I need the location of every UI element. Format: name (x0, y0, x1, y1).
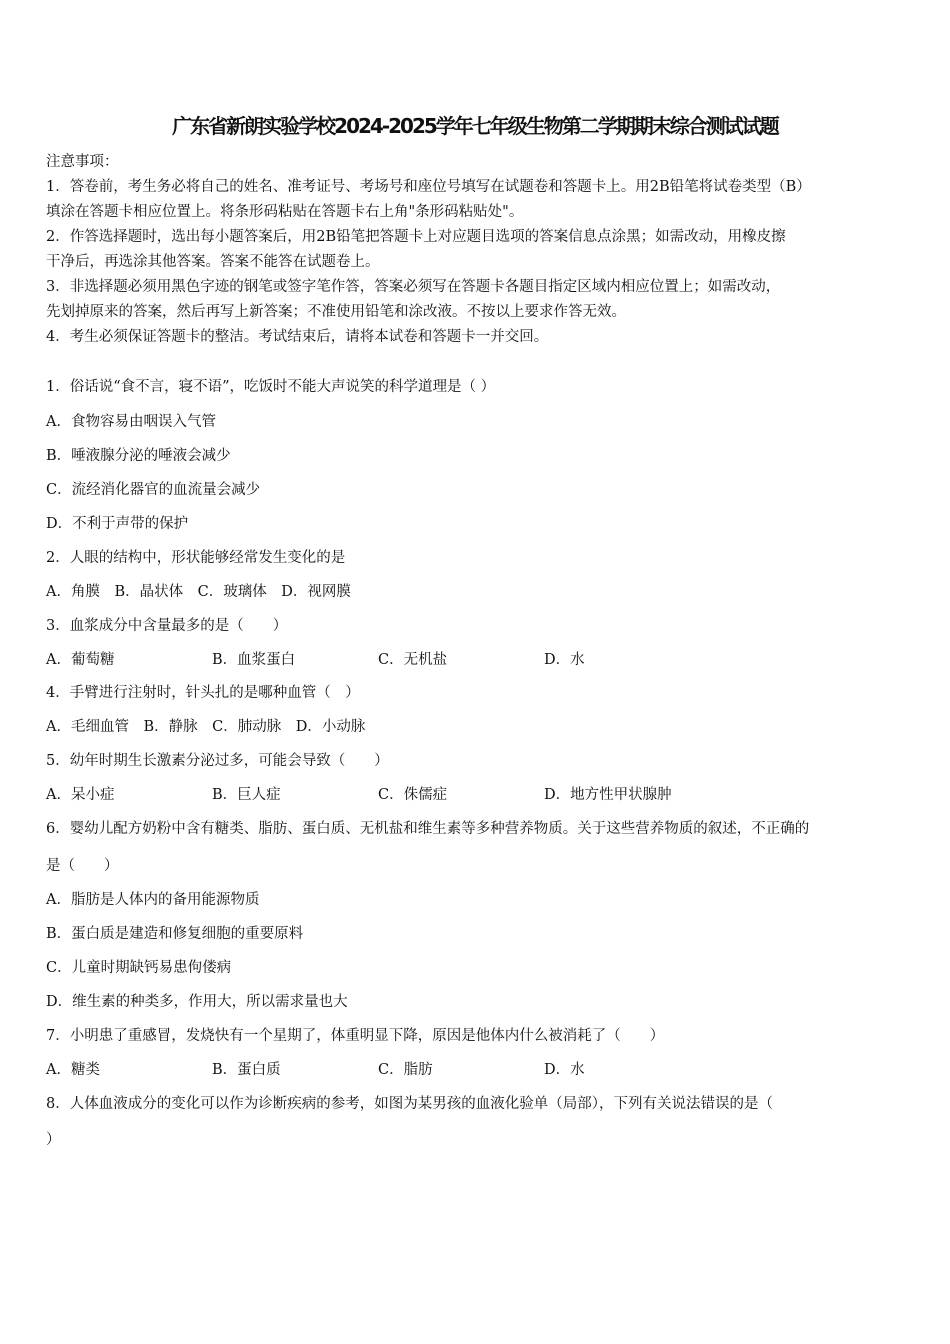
question-3-option-b: B．血浆蛋白 (212, 652, 296, 668)
question-4-options: A．毛细血管 B．静脉 C．肺动脉 D．小动脉 (46, 719, 366, 735)
question-1-option-b: B．唾液腺分泌的唾液会减少 (46, 448, 231, 464)
question-7-option-b: B．蛋白质 (212, 1062, 281, 1078)
question-3-option-c: C．无机盐 (378, 652, 448, 668)
notice-line: 1．答卷前，考生务必将自己的姓名、准考证号、考场号和座位号填写在试题卷和答题卡上。用2B铅笔将试卷类型（B） (46, 179, 811, 195)
question-1-option-d: D．不利于声带的保护 (46, 516, 189, 532)
question-3-option-d: D．水 (544, 652, 585, 668)
question-7-stem: 7．小明患了重感冒，发烧快有一个星期了，体重明显下降，原因是他体内什么被消耗了（ ） (46, 1028, 665, 1044)
notice-line: 填涂在答题卡相应位置上。将条形码粘贴在答题卡右上角"条形码粘贴处"。 (46, 204, 524, 220)
question-5-stem: 5．幼年时期生长激素分泌过多，可能会导致（ ） (46, 753, 389, 769)
notice-line: 3．非选择题必须用黑色字迹的钢笔或签字笔作答，答案必须写在答题卡各题目指定区域内相应位置上；如需改动， (46, 279, 781, 295)
question-2-stem: 2．人眼的结构中，形状能够经常发生变化的是 (46, 550, 346, 566)
page-title: 广东省新朗实验学校2024-2025学年七年级生物第二学期期末综合测试试题 (172, 114, 778, 138)
question-3-stem: 3．血浆成分中含量最多的是（ ） (46, 618, 288, 634)
notice-line: 干净后，再选涂其他答案。答案不能答在试题卷上。 (46, 254, 380, 270)
question-6-option-a: A．脂肪是人体内的备用能源物质 (46, 892, 260, 908)
notice-heading: 注意事项： (46, 154, 119, 170)
question-7-options (46, 1058, 908, 1079)
question-5-option-d: D．地方性甲状腺肿 (544, 787, 672, 803)
question-7-option-a: A．糖类 (46, 1062, 100, 1078)
question-5-options (46, 783, 908, 804)
question-1-option-c: C．流经消化器官的血流量会减少 (46, 482, 261, 498)
question-1-option-a: A．食物容易由咽误入气管 (46, 414, 216, 430)
question-3-options (46, 648, 908, 669)
notice-line: 先划掉原来的答案，然后再写上新答案；不准使用铅笔和涂改液。不按以上要求作答无效。 (46, 304, 626, 320)
question-7-option-c: C．脂肪 (378, 1062, 433, 1078)
question-8-stem-continued: ） (46, 1132, 61, 1148)
question-6-stem-continued: 是（ ） (46, 858, 119, 874)
notice-line: 2．作答选择题时，选出每小题答案后，用2B铅笔把答题卡上对应题目选项的答案信息点涂黑；如需改动，用橡皮擦 (46, 229, 786, 245)
question-4-stem: 4．手臂进行注射时，针头扎的是哪种血管（ ） (46, 685, 360, 701)
question-5-option-a: A．呆小症 (46, 787, 115, 803)
question-6-stem: 6．婴幼儿配方奶粉中含有糖类、脂肪、蛋白质、无机盐和维生素等多种营养物质。关于这些营养物质的叙述，不正确的 (46, 821, 810, 837)
notice-section (46, 150, 906, 350)
notice-line: 4．考生必须保证答题卡的整洁。考试结束后，请将本试卷和答题卡一并交回。 (46, 329, 549, 345)
question-5-option-c: C．侏儒症 (378, 787, 448, 803)
question-8-stem: 8．人体血液成分的变化可以作为诊断疾病的参考，如图为某男孩的血液化验单（局部），下列有关说法错误的是（ (46, 1096, 773, 1112)
question-6-option-b: B．蛋白质是建造和修复细胞的重要原料 (46, 926, 304, 942)
question-2-options: A．角膜 B．晶状体 C．玻璃体 D．视网膜 (46, 584, 351, 600)
question-5-option-b: B．巨人症 (212, 787, 281, 803)
question-3-option-a: A．葡萄糖 (46, 652, 115, 668)
question-7-option-d: D．水 (544, 1062, 585, 1078)
question-6-option-d: D．维生素的种类多，作用大，所以需求量也大 (46, 994, 348, 1010)
question-6-option-c: C．儿童时期缺钙易患佝偻病 (46, 960, 232, 976)
question-1-stem: 1．俗话说“食不言，寝不语”，吃饭时不能大声说笑的科学道理是（ ） (46, 379, 496, 395)
